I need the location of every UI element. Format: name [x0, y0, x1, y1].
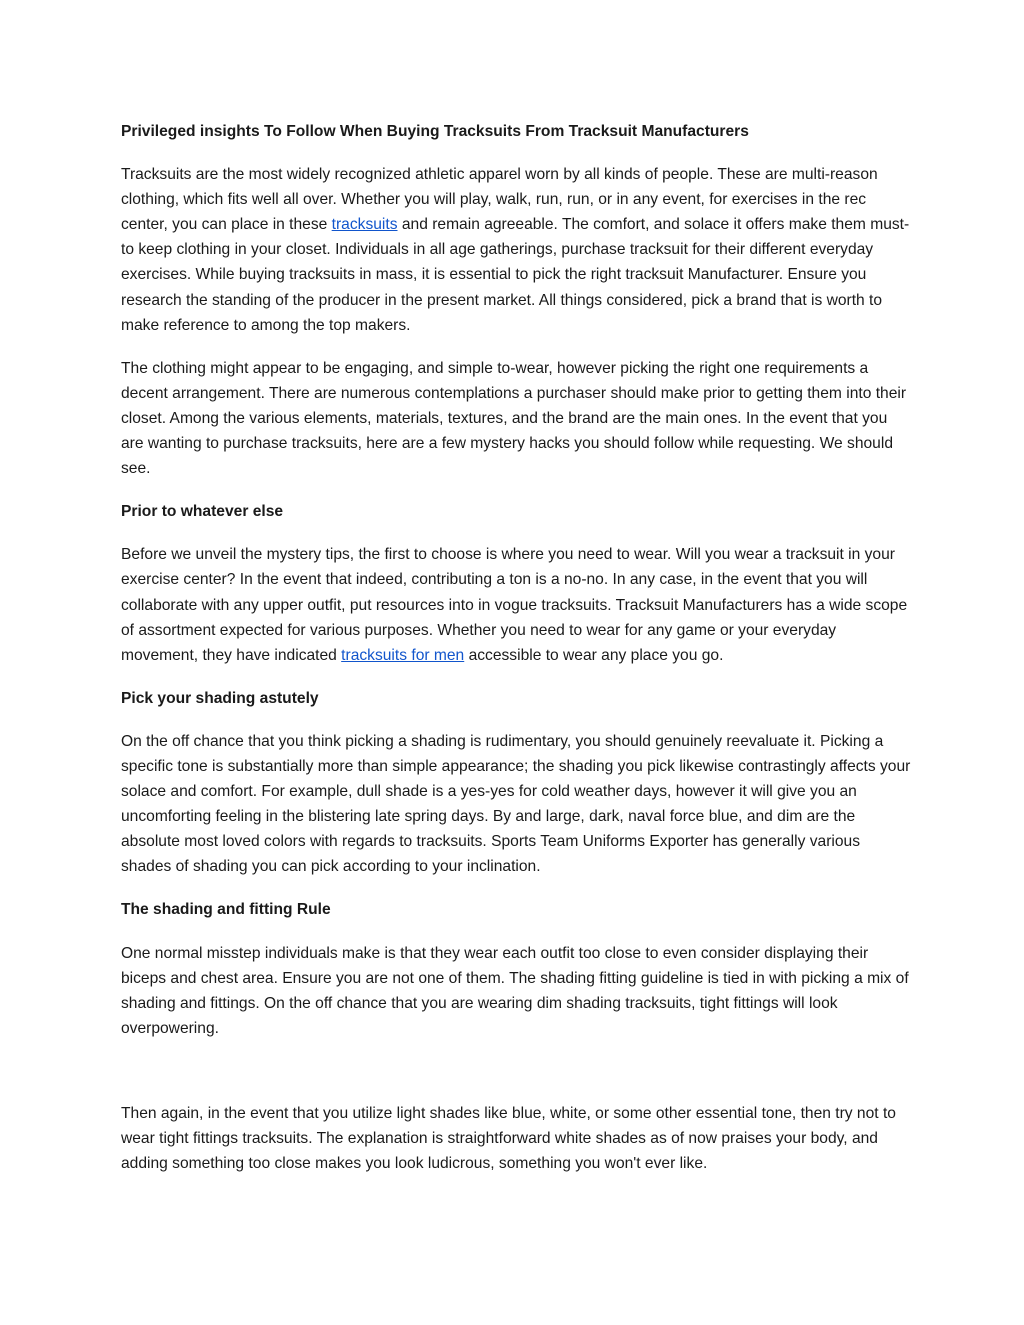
- paragraph-fitting: One normal misstep individuals make is that they wear each outfit too close to even consider displaying their biceps and chest area. Ensure you are not one of them. The shading fitting guideline is tied in with picking a mix of shading and fittings. On the off chance that you are wearing dim shading tracksuits, tight fittings will look overpowering.: [121, 944, 909, 1037]
- paragraph-shading: On the off chance that you think picking a shading is rudimentary, you should genuinely reevaluate it. Picking a specific tone is substantially more than simple appearance; the shading you pick likewise contrastingly affects your solace and comfort. For example, dull shade is a yes-yes for cold weather days, however it will give you an uncomforting feeling in the blistering late spring days. By and large, dark, naval force blue, and dim are the absolute most loved colors with regards to tracksuits. Sports Team Uniforms Exporter has generally various shades of shading you can pick according to your inclination.: [121, 732, 911, 876]
- paragraph-text: Before we unveil the mystery tips, the first to choose is where you need to wear. Will you wear a tracksuit in your exercise center? In the event that indeed, contributing a ton is a no-no. In any case, in the event that you will collaborate with any upper outfit, put resources into in vogue tracksuits. Tracksuit Manufacturers has a wide scope of assortment expected for various purposes. Whether you need to wear for any game or your everyday movement, they have indicated: [121, 546, 908, 664]
- paragraph-intro: [121, 162, 911, 338]
- paragraph-text: and remain agreeable. The comfort, and solace it offers make them must-to keep clothing in your closet. Individuals in all age gatherings, purchase tracksuit for their different everyday exercises. While buying tracksuits in mass, it is essential to pick the right tracksuit Manufacturer. Ensure you research the standing of the producer in the present market. All things considered, pick a brand that is worth to make reference to among the top makers.: [121, 216, 910, 334]
- tracksuits-for-men-link[interactable]: tracksuits for men: [341, 646, 465, 664]
- document-page: [121, 119, 911, 1194]
- paragraph-clothing: The clothing might appear to be engaging, and simple to-wear, however picking the right one requirements a decent arrangement. There are numerous contemplations a purchaser should make prior to getting them into their closet. Among the various elements, materials, textures, and the brand are the main ones. In the event that you are wanting to purchase tracksuits, here are a few mystery hacks you should follow while requesting. We should see.: [121, 359, 907, 478]
- blank-space: [121, 1059, 911, 1101]
- paragraph-light-shades: Then again, in the event that you utilize light shades like blue, white, or some other essential tone, then try not to wear tight fittings tracksuits. The explanation is straightforward white shades as of now praises your body, and adding something too close makes you look ludicrous, something you won't ever like.: [121, 1104, 896, 1173]
- document-title: Privileged insights To Follow When Buying Tracksuits From Tracksuit Manufacturers: [121, 123, 749, 140]
- paragraph-text: accessible to wear any place you go.: [464, 646, 724, 664]
- section-heading-fitting-rule: The shading and fitting Rule: [121, 901, 331, 919]
- tracksuits-link[interactable]: tracksuits: [331, 216, 398, 234]
- section-heading-shading: Pick your shading astutely: [121, 689, 319, 707]
- paragraph-prior: [121, 542, 911, 667]
- paragraph-text: Tracksuits are the most widely recognized athletic apparel worn by all kinds of people. These are multi-reason clothing, which fits well all over. Whether you will play, walk, run, run, or in any event, for exercises in the rec center, you can place in these: [121, 166, 878, 234]
- section-heading-prior: Prior to whatever else: [121, 503, 284, 521]
